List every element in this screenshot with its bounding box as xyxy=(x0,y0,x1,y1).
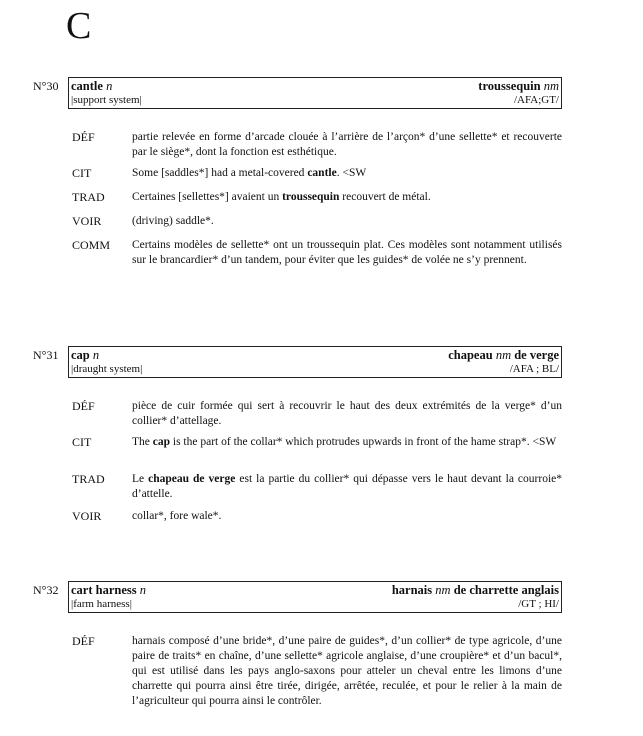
entry-header-box xyxy=(68,346,562,378)
row-label: VOIR xyxy=(72,509,102,523)
french-headword: harnais nm de charrette anglais xyxy=(391,583,559,597)
row-text: The cap is the part of the collar* which protrudes upwards in front of the hame strap*. <SW xyxy=(132,436,557,448)
domain-label: |support system| xyxy=(71,94,142,106)
row-label: DÉF xyxy=(72,130,95,144)
row-text: pièce de cuir formée qui sert à recouvrir le haut des deux extrémités de la verge* d’un collier* d’attellage. xyxy=(132,400,562,427)
row-text: Certains modèles de sellette* ont un troussequin plat. Ces modèles sont notamment utilisés sur le brancardier* d’un tandem, pour éviter que les guides* de volée ne s’y prennent. xyxy=(132,239,562,266)
row-text: partie relevée en forme d’arcade clouée à l’arrière de l’arçon* d’une sellette* et recouverte par le siège*, dont la fonction est esthétique. xyxy=(132,131,562,158)
source-label: /GT ; HI/ xyxy=(518,598,559,610)
entry-number: N°32 xyxy=(33,583,59,597)
source-label: /AFA;GT/ xyxy=(513,94,559,106)
row-label: DÉF xyxy=(72,399,95,413)
row-text: Some [saddles*] had a metal-covered cantle. <SW xyxy=(132,167,367,179)
source-label: /AFA ; BL/ xyxy=(509,363,559,375)
french-headword: troussequin nm xyxy=(478,79,559,93)
row-label: TRAD xyxy=(72,472,105,486)
english-headword: cart harness n xyxy=(71,583,146,597)
row-text: collar*, fore wale*. xyxy=(132,510,222,522)
section-letter: C xyxy=(66,5,92,47)
domain-label: |farm harness| xyxy=(71,598,132,610)
entry-number: N°30 xyxy=(33,79,59,93)
row-label: TRAD xyxy=(72,190,105,204)
entry-header-box xyxy=(68,77,562,109)
english-headword: cap n xyxy=(71,348,100,362)
row-label: VOIR xyxy=(72,214,102,228)
row-label: DÉF xyxy=(72,634,95,648)
row-label: CIT xyxy=(72,435,92,449)
row-label: COMM xyxy=(72,238,111,252)
row-label: CIT xyxy=(72,166,92,180)
domain-label: |draught system| xyxy=(71,363,143,375)
row-text: Certaines [sellettes*] avaient un troussequin recouvert de métal. xyxy=(132,191,431,203)
entry-header-box xyxy=(68,581,562,613)
french-headword: chapeau nm de verge xyxy=(448,348,559,362)
row-text: (driving) saddle*. xyxy=(132,215,214,227)
entry-number: N°31 xyxy=(33,348,59,362)
row-text: harnais composé d’une bride*, d’une paire de guides*, d’un collier* de type agricole, d’une paire de traits* en chaîne, d’une sellette* agricole anglaise, d’une croupière* et d’un bacul*, qui est utilisé dans les pays anglo-saxons pour atteler un cheval entre les limons d’une charrette qui pourra ainsi être tirée, dirigée, arrêtée, reculée, et pour le relier à la main de l’agriculteur qui pourra ainsi le contrôler. xyxy=(132,635,562,707)
row-text: Le chapeau de verge est la partie du collier* qui dépasse vers le haut devant la courroie* d’attelle. xyxy=(132,473,562,500)
english-headword: cantle n xyxy=(71,79,113,93)
